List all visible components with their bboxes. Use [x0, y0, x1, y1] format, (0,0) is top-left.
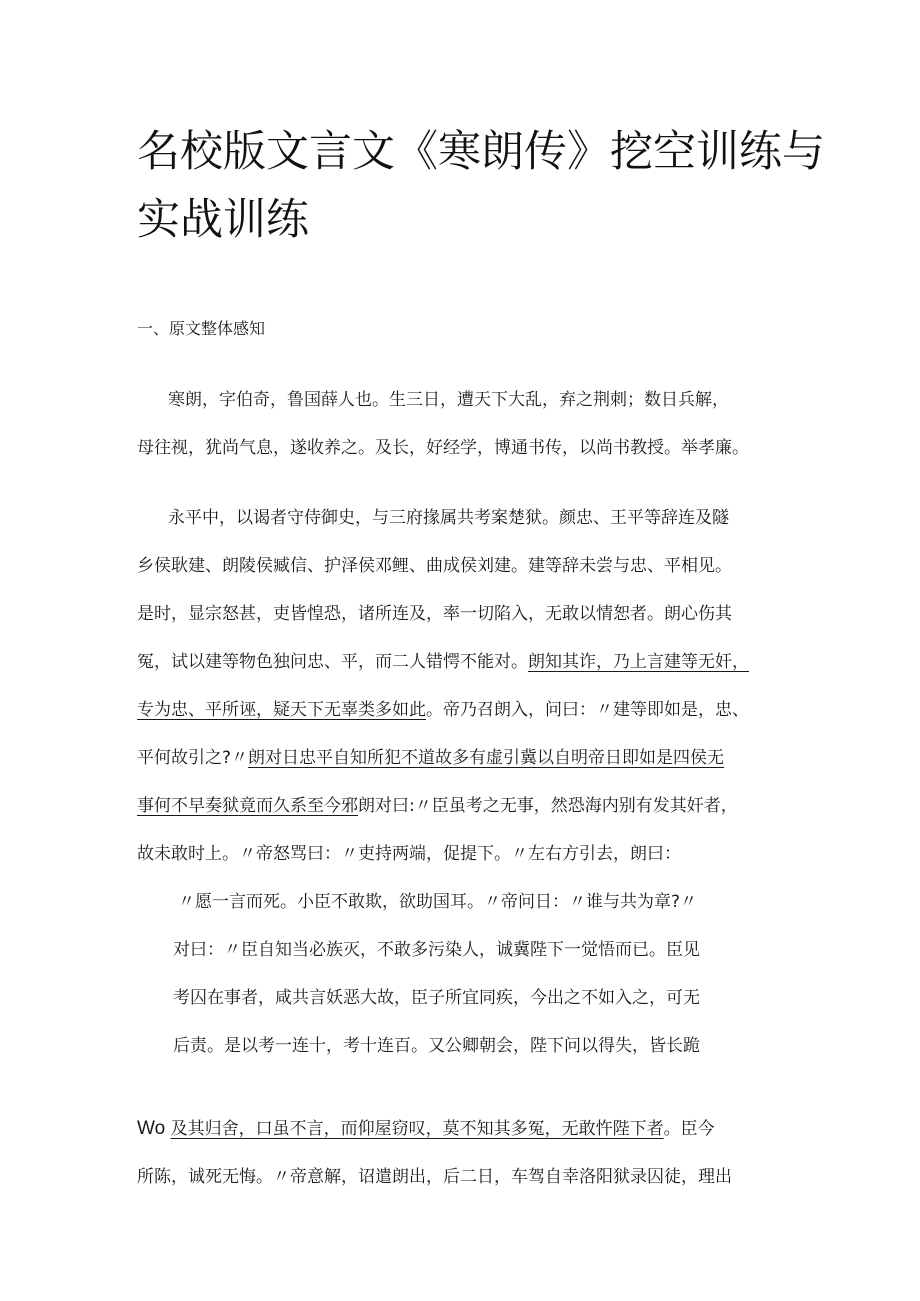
p2-line-6-text: 平何故引之?〃 — [137, 748, 249, 768]
p2-line-3: 是时，显宗怒甚，吏皆惶恐，诸所连及，率一切陷入，无敢以情恕者。朗心伤其 — [137, 604, 732, 624]
p2-line-9: 〃愿一言而死。小臣不敢欺，欲助国耳。〃帝问日：〃谁与共为章?〃 — [178, 892, 698, 912]
p2-line-4 — [137, 649, 749, 675]
title-line-1: 名校版文言文《寒朗传》挖空训练与 — [137, 127, 825, 177]
p3-line-2: 所陈，诚死无悔。〃帝意解，诏遣朗出，后二日，车驾自幸洛阳狱录囚徒，理出 — [137, 1167, 732, 1187]
p3-line-1-text: 。臣今 — [663, 1119, 715, 1139]
p2-line-7 — [137, 793, 738, 819]
underlined-passage-5: 及其归舍，口虽不言，而仰屋窃叹，莫不知其多冤，无敢忤陛下者 — [170, 1119, 664, 1139]
p2-line-6 — [137, 745, 724, 771]
underlined-passage-3: 朗对日忠平自知所犯不道故多有虚引冀以自明帝日即如是四侯无 — [248, 748, 725, 768]
p2-line-1: 永平中，以谒者守侍御史，与三府掾属共考案楚狱。颜忠、王平等辞连及隧 — [168, 508, 729, 528]
p2-line-12: 后责。是以考一连十，考十连百。又公卿朝会，陛下问以得失，皆长跪 — [173, 1036, 700, 1056]
p1-line-1: 寒朗，字伯奇，鲁国薛人也。生三日，遭天下大乱，弃之荆刺；数日兵解， — [168, 390, 729, 410]
title-line-2: 实战训练 — [137, 195, 309, 245]
underlined-passage-4: 事何不早奏狱竟而久系至今邪 — [137, 796, 358, 816]
p2-line-2: 乡侯耿建、朗陵侯臧信、护泽侯邓鲤、曲成侯刘建。建等辞未尝与忠、平相见。 — [137, 556, 732, 576]
p2-line-10: 对曰：〃臣自知当必族灭，不敢多污染人，诚冀陛下一觉悟而已。臣见 — [173, 940, 700, 960]
section-heading: 一、原文整体感知 — [137, 319, 266, 338]
p3-line-1 — [137, 1116, 715, 1142]
p2-line-8: 故未敢时上。〃帝怒骂曰：〃吏持两端，促提下。〃左右方引去，朗曰： — [137, 844, 681, 864]
ocr-artifact-text: Wo — [137, 1118, 166, 1139]
p2-line-4-text: 冤，试以建等物色独问忠、平，而二人错愕不能对。 — [137, 652, 528, 672]
p1-line-2: 母往视，犹尚气息，遂收养之。及长，好经学，博通书传，以尚书教授。举孝廉。 — [137, 438, 749, 458]
p2-line-7-text: 朗对曰:〃臣虽考之无事，然恐海内别有发其奸者， — [358, 796, 738, 816]
p2-line-5-text: 。帝乃召朗入，问曰：〃建等即如是，忠、 — [426, 700, 749, 720]
p2-line-5 — [137, 697, 749, 723]
p2-line-11: 考囚在事者，咸共言妖恶大故，臣子所宜同疾，今出之不如入之，可无 — [173, 988, 700, 1008]
underlined-passage-1: 朗知其诈，乃上言建等无奸， — [528, 652, 749, 672]
underlined-passage-2: 专为忠、平所诬，疑天下无辜类多如此 — [137, 700, 426, 720]
document-title — [137, 118, 827, 254]
